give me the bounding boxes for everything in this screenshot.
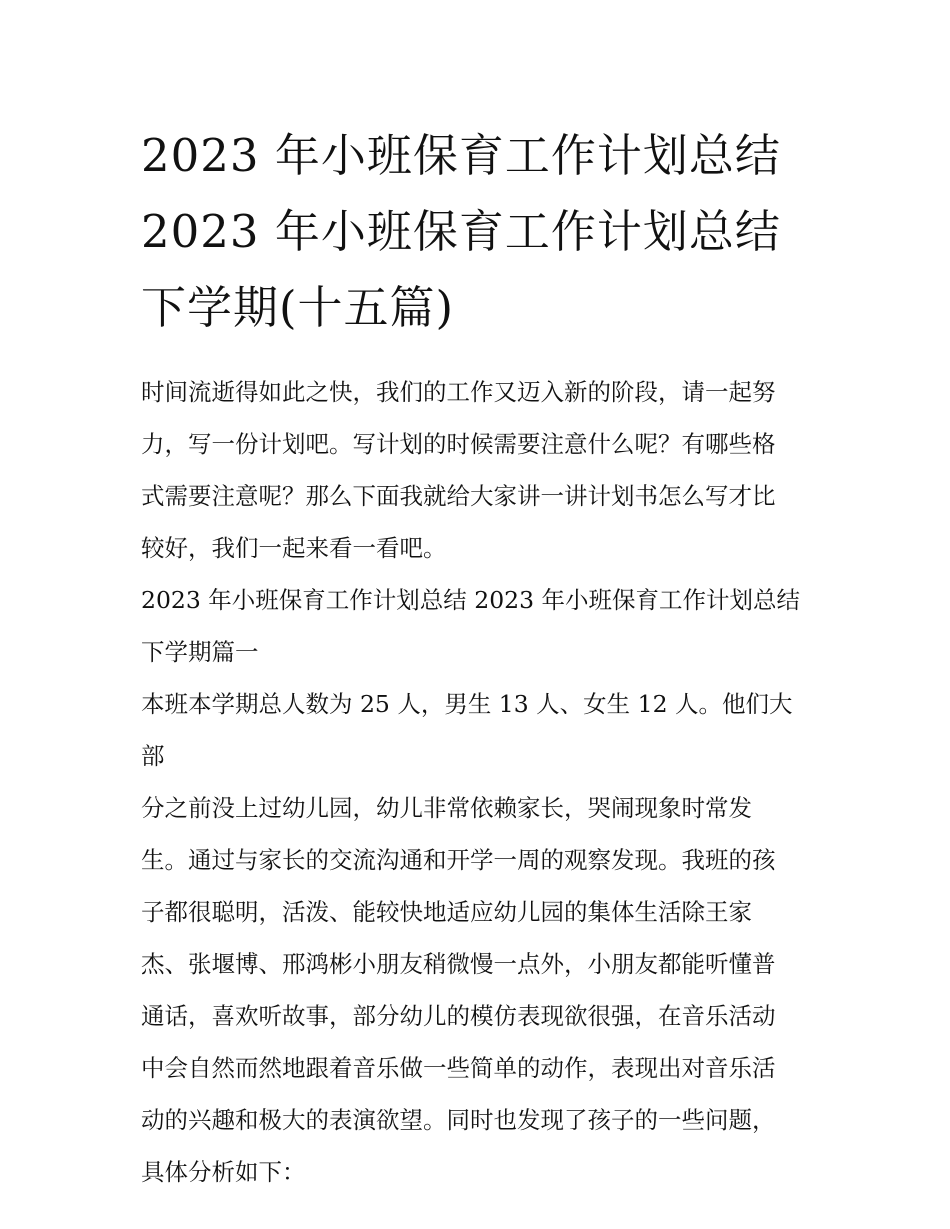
body-paragraph	[141, 678, 813, 1198]
intro-paragraph	[141, 366, 813, 574]
body-line-5: 杰、张堰博、邢鸿彬小朋友稍微慢一点外，小朋友都能听懂普	[141, 950, 776, 978]
body-line-2: 分之前没上过幼儿园，幼儿非常依赖家长，哭闹现象时常发	[141, 794, 752, 822]
intro-line-4: 较好，我们一起来看一看吧。	[141, 534, 447, 562]
body-line-3: 生。通过与家长的交流沟通和开学一周的观察发现。我班的孩	[141, 846, 776, 874]
intro-line-1: 时间流逝得如此之快，我们的工作又迈入新的阶段，请一起努	[141, 378, 776, 406]
intro-line-3: 式需要注意呢？那么下面我就给大家讲一讲计划书怎么写才比	[141, 482, 776, 510]
body-line-6: 通话，喜欢听故事，部分幼儿的模仿表现欲很强，在音乐活动	[141, 1002, 776, 1030]
title-line-1: 2023 年小班保育工作计划总结	[141, 129, 781, 182]
intro-line-2: 力，写一份计划吧。写计划的时候需要注意什么呢？有哪些格	[141, 430, 776, 458]
section-heading	[141, 574, 813, 678]
body-line-7: 中会自然而然地跟着音乐做一些简单的动作，表现出对音乐活	[141, 1054, 776, 1082]
title-line-2: 2023 年小班保育工作计划总结	[141, 205, 781, 258]
section-heading-line-2: 下学期篇一	[141, 638, 259, 666]
body-line-9: 具体分析如下：	[141, 1158, 306, 1186]
body-line-1: 本班本学期总人数为 25 人，男生 13 人、女生 12 人。他们大部	[141, 690, 793, 770]
body-line-8: 动的兴趣和极大的表演欲望。同时也发现了孩子的一些问题，	[141, 1106, 776, 1134]
section-heading-line-1: 2023 年小班保育工作计划总结 2023 年小班保育工作计划总结	[141, 586, 801, 614]
document-title	[141, 118, 813, 346]
body-line-4: 子都很聪明，活泼、能较快地适应幼儿园的集体生活除王家	[141, 898, 752, 926]
title-line-3: 下学期(十五篇)	[141, 281, 455, 334]
document-page	[141, 118, 813, 1198]
